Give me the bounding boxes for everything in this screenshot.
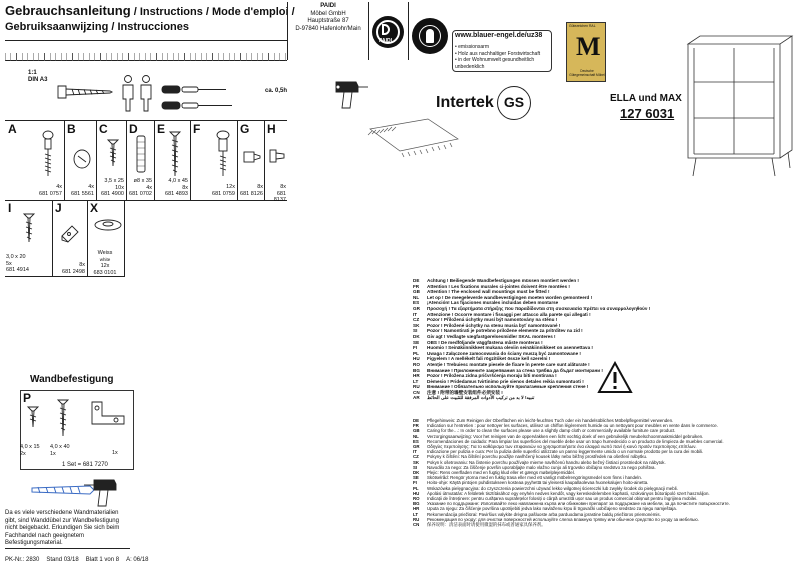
part-qty: 8x [79,262,85,268]
care-text: Caring for the…: In order to clean the surfaces please use a slightly damp cloth or commercially available furniture care product. [427,428,676,434]
warning-text: Pozor ! Priložené úchytky na stenu musia byť namontované ! [427,322,561,328]
wall-mount-warnings [413,278,703,401]
part-c-info [98,178,124,198]
warning-text: Giv agt ! Vedlagte vægfastgørelsesmidler SKAL monteres ! [427,333,556,339]
country-code: RO [413,361,420,367]
country-code: DE [413,418,420,423]
country-code: LT [413,378,419,384]
blauer-engel-logo-icon [412,18,448,54]
connector-bolt-icon [214,130,232,178]
product-name: ELLA und MAX [610,93,682,104]
cam-lock-icon [72,148,92,170]
company-line: Möbel GmbH [310,10,346,17]
country-code: SK [413,322,420,328]
wall-screw-long-icon [56,398,70,438]
part-code: 681 2498 [62,268,85,275]
part-i-info [6,254,50,274]
country-code: SE [413,475,419,481]
part-code: 681 4900 [101,191,124,197]
assembly-time: ca. 0,5h [265,88,288,94]
hammer-drill-icon [84,474,128,510]
country-code: ES [413,300,420,306]
long-wood-screw-icon [168,130,182,178]
part-code: 681 8126 [240,190,263,197]
country-code: SI [413,328,418,334]
wall-screw-short-icon [26,405,40,429]
care-text: 保养说明：清洁表面时请使用微湿的抹布或普通家具保养剂。 [427,522,546,528]
scale-format: DIN A3 [28,77,48,83]
country-code: CN [413,522,420,528]
title-main: Gebrauchsanleitung [5,3,131,18]
country-code: LT [413,511,419,517]
warning-row [413,395,703,401]
country-code: HU [413,356,420,362]
doc-title [5,3,295,20]
footer-a: A: 06/18 [126,557,149,563]
gold-label-top: Gütezeichen RAL [569,24,596,28]
country-code: GB [413,428,420,434]
company-name: PAIDI [320,3,336,9]
title-rest: / Instructions / Mode d'emploi / [130,6,295,18]
warning-text: Uwaga ! Załączone zamocowania do ściany muszą być zamontowane ! [427,350,581,356]
country-code: IT [413,449,417,455]
part-qty: 12x [226,184,235,190]
country-code: FR [413,423,419,429]
part-x-info [88,250,122,276]
two-people-icon [118,73,158,113]
point: • in der Wohnumwelt gesundheitlich unbedenklich [455,57,535,70]
country-code: BG [413,367,420,373]
wall-screw1-info [20,444,44,457]
country-code: NL [413,294,420,300]
part-code: 681 4914 [6,267,29,273]
footer-stand: Stand 03/18 [46,557,79,563]
warning-text: Pozor ! Namontirati je potrebno priložene elemente za pritrditev na zid ! [427,328,583,334]
wall-screw2-info [50,444,76,457]
gs-mark-icon: GS [497,86,531,120]
wooden-dowel-icon [134,134,148,174]
part-letter: F [193,122,201,136]
country-code: FR [413,283,420,289]
warning-text: Attention ! The enclosed wall mountings must be fitted ! [427,289,550,295]
warning-text: Atenție ! Trebuiesc montate piesele de fixare în perete care sunt alăturate ! [427,361,590,367]
footer-blatt: Blatt 1 von 8 [85,557,120,563]
care-text: Skötselråd: Rengör ytorna med en fuktig trasa eller med ett vanligt möbelrengöringsmedel som finns i handeln. [427,475,643,481]
company-line: D-97840 Hafenlohr/Main [295,25,361,32]
care-text: Indicazione per pulizia e cura: Per la pulizia delle superfici utilizzate un panno leggermente umido o un normale prodotto per la cura dei mobili. [427,449,704,455]
warning-text: Figyelem ! A mellékelt fali rögzítőket össze kell szerelni ! [427,356,551,362]
country-code: ES [413,438,419,444]
country-code: RU [413,384,420,390]
country-code: GR [413,444,420,450]
part-letter: P [23,391,32,405]
country-code: PL [413,485,419,491]
part-size: 4,0 x 45 [168,178,188,184]
warning-text: Dėmesio ! Pridedamus tvirtinimo prie sienos detales reikia sumontuoti ! [427,378,584,384]
care-text: Recomendaciones de cuidado: Para limpiar las superficies del mueble debe usar un trapo humedecido o un producto de limpieza de muebles comercial. [427,438,724,444]
drill-icon [330,74,370,110]
part-qty: 5x [6,260,12,267]
country-code: DE [413,278,420,283]
care-text: Ápolási útmutatás: A felületek tisztításához egy enyhén nedves kendőt, vagy kereskedelemben kapható, szokványos bútorápoló szert használjon. [427,490,710,496]
part-qty: 10x [115,184,124,191]
care-text: Указание по поддържане: Използвайте леко навлажнена кърпа или обикновен препарат за поддържане на мебели, за да почистите повърхностите. [427,501,730,507]
part-qty: 8x [182,184,188,191]
part-size: 4,0 x 40 [50,444,70,450]
country-code: FI [413,480,417,486]
part-letter: B [67,122,76,136]
part-size: Weiss [97,250,113,256]
part-a-info [8,184,62,197]
part-qty: 1x [50,450,56,457]
care-text: Wskazówka pielęgnacyjna: do czyszczenia powierzchni używać lekko wilgotnej ściereczki lub zwykły środek do pielęgnacji mebli. [427,485,678,491]
care-text: Rekomendacija priežiūrai: Paviršius valykite drėgna pašluoste arba parduodama įprastine baldų priežiūros priemonėmis. [427,511,661,517]
company-line: Hauptstraße 87 [307,18,349,24]
warning-text: Внимание ! Обязательно используйте прилагаемые крепления стене ! [427,384,589,390]
part-qty: 8x [257,184,263,190]
care-text: Verzorgingsaanwijzing: Voor het reinigen van de oppervlakken een licht vochtig doek of een gebruikelijk meubelschoonmaakmiddel gebruiken. [427,433,704,439]
warning-text: Προσοχή ! Τα εξαρτήματα στήριξης που παραδίδονται στη συσκευασία πρέπει να συναρμολογηθούν ! [427,305,651,311]
country-code: DK [413,470,420,476]
ruler [5,60,287,66]
gold-m-label-icon [566,22,606,82]
part-letter: J [55,201,62,215]
gold-m-letter: M [576,32,601,61]
wall-set-number: 1 Set = 681 7270 [62,462,108,468]
part-letter: I [8,201,12,215]
part-e-info [156,178,188,198]
part-size2: white [99,256,111,262]
part-qty: 4x [88,184,94,190]
wall-plug-note: Da es viele verschiedene Wandmaterialien gibt, sind Wanddübel zur Wandbefestigung nicht beigebackt. Erkundigen Sie sich beim Fachhandel nach geeignetem Befestigungsmaterial. [5,510,120,546]
country-code: RO [413,496,420,502]
warning-text: Pozor ! Priložena zidna pričvršćenja moraju biti montirana ! [427,373,557,379]
small-bolt-icon [268,146,286,166]
care-row [413,522,803,527]
part-code: 681 0759 [212,190,235,197]
warning-text: Attention ! Les fixations murales ci-jointes doivent être montées ! [427,283,570,289]
part-letter: C [99,122,108,136]
country-code: HU [413,490,420,496]
care-instructions [413,418,803,527]
care-text: Navodilo za nego: Za čiščenje površin uporabljajte malo vlažno cunjo ali trgovsko običajno sredstvo za nego pohištva. [427,464,656,470]
country-code: GR [413,305,420,311]
country-code: HR [413,506,420,512]
point: • emissionsarm [455,44,489,50]
care-text: Hoito-ohje: Käytä pintojen puhdistukseen kosteaa pyyhettä tai yleisesti kaupallaolevaa huonekalujen hoito-ainetta. [427,480,649,486]
part-letter: X [90,201,99,215]
insert-nut-icon [242,148,262,166]
gold-label-bottom: Deutsche Gütegemeinschaft Möbel [569,69,605,77]
part-code: 681 4893 [165,191,188,197]
warning-text: Attenzione ! Occorre montare i fissaggi per attacco alla parete qui allegati ! [427,311,591,317]
logo-text: PAIDI [379,38,392,44]
part-size: 3,0 x 20 [6,254,26,260]
blauer-engel-url: www.blauer-engel.de/uz38 [455,32,543,39]
care-text: Uputa za njegu: Za čišćenje površina upotrijebiti jedva lako navlaženu krpu ili trgovački uobičajeno sredstvo za njegu namještaja. [427,506,677,512]
warning-text: Let op ! De meegeleverde wandbevestigingen moeten worden gemonteerd ! [427,294,593,300]
country-code: NL [413,433,419,439]
scale-info [28,70,47,84]
country-code: PL [413,350,419,356]
part-qty: 4x [56,184,62,190]
wood-screw-icon [106,138,120,168]
care-text: Pflegehinweis: Zum Reinigen der Oberflächen ein leicht-feuchtes Tuch oder ein handelsübliches Möbelpflegemittel verwenden. [427,418,674,423]
intertek-logo: Intertek [436,94,494,111]
country-code: CZ [413,317,420,323]
warning-text: 注意 ! 附带的墙壁安装组件必须安装 ! [427,389,503,395]
country-code: RU [413,516,420,522]
country-code: SI [413,464,418,470]
part-letter: G [240,122,250,136]
country-code: AR [413,395,420,401]
warning-triangle-icon [597,361,633,395]
country-code: DK [413,333,420,339]
short-screw-icon [22,212,36,246]
part-size: 3,5 x 25 [104,178,124,184]
footer-pk: PK-Nr.: 2830 [5,557,40,563]
warning-text: Achtung ! Beiliegende Wandbefestigungen müssen montiert werden ! [427,278,579,283]
footer-info [5,557,148,564]
cleaning-cloth-icon [366,115,461,160]
warning-text: تنبيه! لا بد من تركيب الأدوات المرفقة للتثبيت على الحائط [427,395,535,401]
country-code: CN [413,389,420,395]
warning-text: Внимание ! Приложените закрепвания за стена трябва да бъдат монтирани ! [427,367,603,373]
warning-text: Huomio ! Seinäkiinnikkeet mukana oleviin seinäkiinnikkeet on asennettava ! [427,345,593,351]
care-text: Pokyny k čištění: Na čištění povrchu použijte navlhčený kousek látky nebo běžný prostředek na ošetření nábytku. [427,454,648,460]
part-code: 683 0101 [93,269,117,276]
part-size: 4,0 x 15 [20,444,40,450]
care-text: Indicații de întreținere: pentru curățarea suprafețelor folosiți o cârpă umezită ușor sau un produs comercial obișnuit pentru îngrijirea mobilei. [427,496,698,502]
part-qty: 12x [100,263,110,269]
country-code: IT [413,311,418,317]
country-code: FI [413,345,418,351]
wall-mounting-title: Wandbefestigung [30,374,114,385]
part-qty: 4x [146,184,152,191]
part-b-info [66,184,94,197]
shelf-illustration-icon [680,30,798,178]
part-qty: 2x [20,450,26,457]
part-size: ø8 x 35 [133,178,152,184]
blauer-engel-box [452,30,552,72]
country-code: CZ [413,454,419,460]
angle-bracket-icon [58,220,82,244]
scale-ratio: 1:1 [28,70,37,76]
care-text: Pokyn k ošetrovaniu: Na čistenie povrchu používajte mierne navlhčenú handru alebo bežný čistiaci prostriedok na nábytok. [427,459,666,465]
care-text: Plejic: Rens overfladen med en fugtig klud eller et gængs møbelplejemiddel. [427,470,575,476]
part-code: 681 0702 [129,191,152,197]
wall-bracket-icon [88,396,128,430]
company-address [288,3,368,33]
part-letter: H [267,122,276,136]
part-code: 681 5561 [71,190,94,197]
part-letter: D [129,122,138,136]
title-line-2: Gebruiksaanwijzing / Instrucciones [5,21,189,33]
screw-illustration-icon [56,80,114,104]
warning-text: OBS ! De medföljande väggfästena måste monteras ! [427,339,543,345]
country-code: GB [413,289,420,295]
part-h-info [266,184,286,204]
part-qty: 8x [280,184,286,190]
part-j-info [55,262,85,275]
part-code: 681 0757 [39,190,62,197]
product-number: 127 6031 [620,106,675,121]
bracket-qty: 1x [112,450,118,456]
country-code: HR [413,373,420,379]
warning-text: Pozor ! Přiložená úchytky musí být namontovány na stěnu ! [427,317,558,323]
part-f-info [192,184,235,197]
point: • Holz aus nachhaltiger Forstwirtschaft [455,50,541,57]
cam-lock-bolt-icon [40,130,56,180]
country-code: SE [413,339,420,345]
part-letter: E [157,122,166,136]
cover-cap-icon [92,218,124,234]
part-g-info [239,184,263,197]
part-d-info [128,178,152,198]
screwdriver-icon [160,84,260,116]
part-code: 681 8137 [273,190,286,203]
country-code: SK [413,459,420,465]
care-text: Οδηγίες περιποίησης: Για το καθάρισμα των επιφανειών να χρησιμοποιήσετε ένα ελαφρά νωπό πανί ή κοινό προϊόν περιποίησης επίπλων. [427,444,697,450]
care-text: Рекомендация по уходу: для очистки поверхностей используйте слегка влажную тряпку или обычное средство по уходу за мебелью. [427,516,699,522]
paidi-logo-icon [372,16,404,48]
country-code: BG [413,501,420,507]
care-text: Indication sur l'entretien : pour nettoyer les surfaces, utilisez un chiffon légèrement humide ou un nettoyant pour meubles en vente dans le commerce. [427,423,718,429]
warning-text: ¡Atención! Las fijaciones murales incluidas deben montarse [427,300,559,306]
part-letter: A [8,122,17,136]
